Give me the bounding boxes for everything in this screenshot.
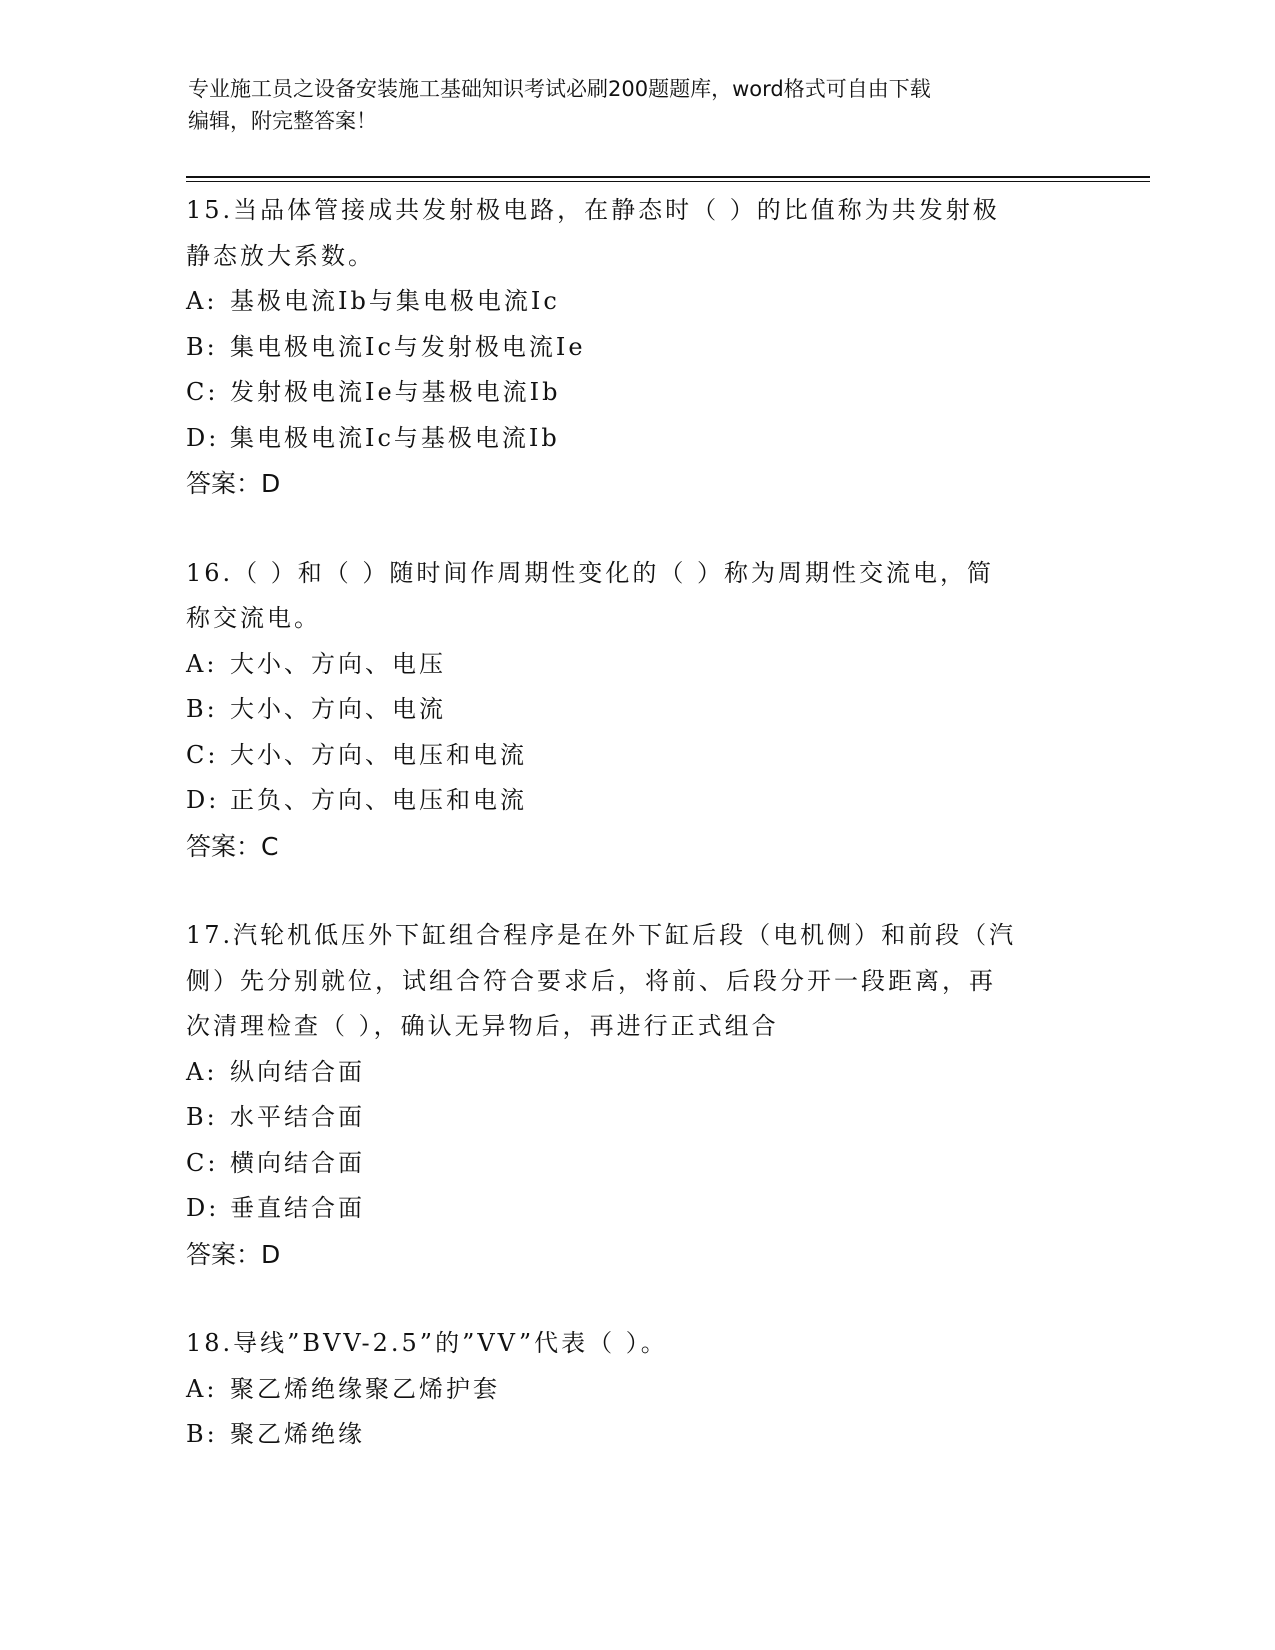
header-divider-thick	[186, 176, 1150, 178]
option-letter: A:	[186, 287, 218, 315]
option-text: 聚乙烯绝缘	[230, 1420, 365, 1448]
option-letter: A:	[186, 649, 218, 678]
option-letter: B:	[186, 332, 218, 361]
option-text: 聚乙烯绝缘聚乙烯护套	[230, 1374, 500, 1403]
question-15	[186, 188, 1086, 507]
option-text: 大小、方向、电流	[230, 695, 446, 723]
option-text: 纵向结合面	[230, 1057, 365, 1086]
header-divider-thin	[186, 181, 1150, 182]
answer-line: 答案：D	[186, 469, 281, 498]
option-b	[186, 1412, 1086, 1458]
header-line-2: 编辑，附完整答案！	[188, 109, 377, 133]
option-a	[186, 279, 1086, 325]
option-text: 大小、方向、电压和电流	[230, 740, 527, 769]
option-text: 水平结合面	[230, 1103, 365, 1131]
header-line-1: 专业施工员之设备安装施工基础知识考试必刷200题题库，word格式可自由下载	[188, 77, 931, 101]
option-text: 基极电流Ib与集电极电流Ic	[230, 287, 560, 315]
answer-line: 答案：C	[186, 831, 279, 861]
option-letter: C:	[186, 1148, 219, 1177]
option-a	[186, 1367, 1086, 1413]
question-stem-line: 18.导线”BVV-2.5”的”VV”代表（ ）。	[186, 1329, 668, 1357]
question-stem-line: 17.汽轮机低压外下缸组合程序是在外下缸后段（电机侧）和前段（汽	[186, 921, 1017, 949]
option-b	[186, 687, 1086, 733]
option-letter: A:	[186, 1374, 218, 1403]
option-b	[186, 325, 1086, 371]
option-text: 垂直结合面	[230, 1194, 365, 1222]
option-letter: D:	[186, 1194, 220, 1222]
question-stem-line: 称交流电。	[186, 604, 321, 632]
question-stem-line: 16.（ ）和（ ）随时间作周期性变化的（ ）称为周期性交流电，简	[186, 558, 995, 587]
option-text: 横向结合面	[230, 1148, 365, 1177]
question-17	[186, 913, 1086, 1277]
question-16	[186, 551, 1086, 870]
question-18	[186, 1321, 1086, 1458]
document-header	[188, 73, 1068, 137]
option-letter: D:	[186, 423, 220, 452]
option-d	[186, 416, 1086, 462]
option-c	[186, 370, 1086, 416]
option-text: 正负、方向、电压和电流	[230, 786, 527, 814]
option-c	[186, 733, 1086, 779]
question-stem-line: 静态放大系数。	[186, 241, 375, 270]
option-text: 集电极电流Ic与基极电流Ib	[230, 423, 560, 452]
option-d	[186, 1186, 1086, 1232]
option-text: 集电极电流Ic与发射极电流Ie	[230, 332, 586, 361]
option-letter: A:	[186, 1057, 218, 1086]
option-letter: B:	[186, 695, 218, 723]
question-list	[186, 188, 1086, 1502]
answer-line: 答案：D	[186, 1239, 281, 1269]
option-text: 大小、方向、电压	[230, 649, 446, 678]
question-stem-line: 侧）先分别就位，试组合符合要求后，将前、后段分开一段距离，再	[186, 966, 996, 995]
option-letter: B:	[186, 1420, 218, 1448]
question-stem-line: 次清理检查（ ），确认无异物后，再进行正式组合	[186, 1012, 779, 1040]
option-c	[186, 1141, 1086, 1187]
option-a	[186, 642, 1086, 688]
option-letter: C:	[186, 378, 219, 406]
option-a	[186, 1050, 1086, 1096]
option-text: 发射极电流Ie与基极电流Ib	[230, 378, 561, 406]
option-letter: D:	[186, 786, 220, 814]
option-b	[186, 1095, 1086, 1141]
option-letter: B:	[186, 1103, 218, 1131]
question-stem-line: 15.当品体管接成共发射极电路，在静态时（ ）的比值称为共发射极	[186, 196, 1000, 224]
option-letter: C:	[186, 740, 219, 769]
option-d	[186, 778, 1086, 824]
